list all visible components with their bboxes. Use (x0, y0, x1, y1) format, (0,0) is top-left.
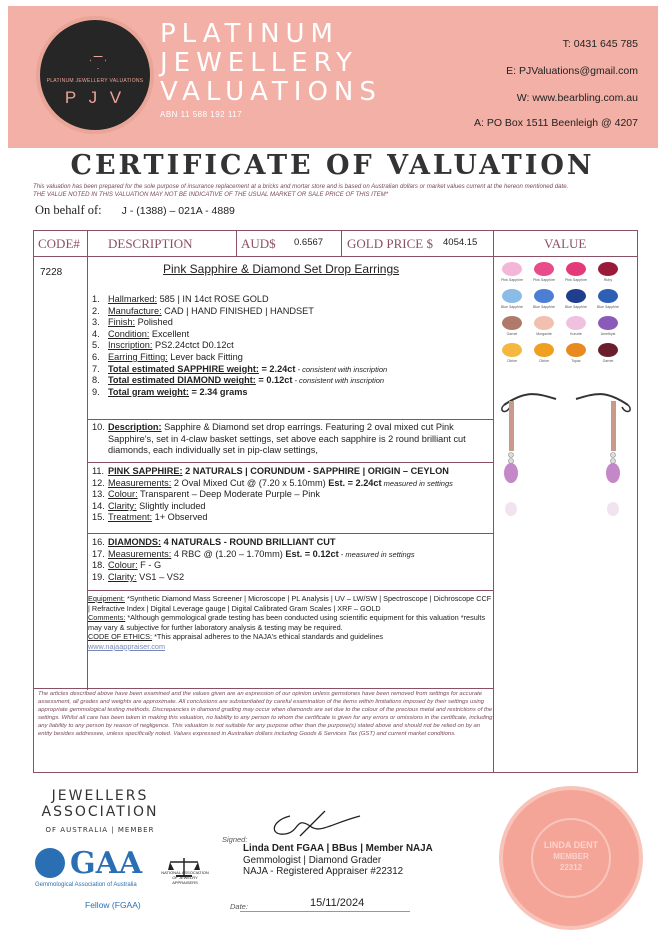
line-number: 11. (92, 466, 105, 476)
line-number: 3. (92, 317, 100, 328)
item-title: Pink Sapphire & Diamond Set Drop Earrings (163, 262, 400, 276)
detail-label: Total gram weight: (108, 386, 189, 397)
aud-label: AUD$ (241, 236, 276, 251)
signer-block (243, 843, 433, 878)
abn: ABN 11 588 192 117 (160, 110, 243, 119)
detail-line (92, 294, 492, 306)
col-divider (341, 230, 342, 256)
gem-swatch (534, 262, 554, 276)
behalf-value: J - (1388) – 021A - 4889 (121, 205, 235, 217)
gem-swatch (502, 289, 522, 303)
gem-swatch (534, 343, 554, 357)
line-number: 14. (92, 500, 105, 511)
equipment-section (88, 594, 492, 652)
ethics-text: *This appraisal adheres to the NAJA's ethical standards and guidelines (152, 632, 384, 642)
item-code: 7228 (40, 267, 63, 278)
comments-text: *Although gemmological grade testing has been conducted using scientific equipment for this valuation *results may vary & subjective for further laboratory analysis & testing may be required. (88, 613, 486, 632)
detail-line (92, 572, 492, 584)
detail-label: Condition: (108, 328, 150, 339)
association-line-1: JEWELLERS (51, 788, 149, 804)
detail-line (92, 387, 492, 399)
detail-label: Colour: (108, 560, 138, 571)
value-column-divider (493, 230, 494, 773)
estimate: Est. = 0.12ct (285, 548, 339, 559)
gold-price-value: 4054.15 (443, 237, 478, 248)
detail-label: Clarity: (108, 500, 137, 511)
code-header: CODE# (38, 236, 80, 251)
line-number: 5. (92, 340, 100, 351)
line-number: 12. (92, 477, 105, 488)
gem-swatch-label: Blue Sapphire (533, 305, 555, 309)
diamond-icon (90, 56, 106, 69)
detail-value: PS2.24ctct D0.12ct (152, 340, 234, 351)
detail-line (92, 340, 492, 352)
detail-value: VS1 – VS2 (136, 571, 185, 582)
gem-swatch-label: Blue Sapphire (597, 305, 619, 309)
line-number: 18. (92, 560, 105, 571)
date-value: 15/11/2024 (310, 897, 365, 909)
line-number: 6. (92, 352, 100, 362)
address: A: PO Box 1511 Beenleigh @ 4207 (474, 117, 638, 129)
detail-value: 4 RBC @ (1.20 – 1.70mm) (171, 548, 286, 559)
detail-value: 1+ Observed (152, 512, 208, 523)
on-behalf-of (35, 203, 235, 218)
gem-swatch (502, 316, 522, 330)
detail-line (92, 501, 492, 513)
gem-swatch-label: Pink Sapphire (565, 278, 587, 282)
detail-value: = 0.12ct (255, 375, 293, 386)
gem-swatch (598, 262, 618, 276)
detail-label: Colour: (108, 489, 138, 500)
detail-line (92, 549, 492, 561)
line-number: 15. (92, 512, 105, 523)
jewellers-association-logo (40, 788, 160, 838)
detail-value: Transparent – Deep Moderate Purple – Pink (137, 489, 320, 500)
association-line-2: ASSOCIATION (41, 804, 159, 820)
date-underline (240, 911, 410, 912)
gem-swatch-label: Citrine (538, 359, 550, 363)
detail-label: Total estimated SAPPHIRE weight: (108, 363, 259, 374)
disclaimer-line-1: This valuation has been prepared for the sole purpose of insurance replacement at a bricks and mortar store and is based on Australian dollars or market values current at the hereon mentioned date. (33, 183, 569, 190)
equipment-text: *Synthetic Diamond Mass Screener | Microscope | PL Analysis | UV – LW/SW | Spectroscope | Dichroscope CCF | Refractive Index | Digital Leverage gauge | Digital Calibrated Gram Scales | XRF – GOLD (88, 594, 492, 613)
estimate: Est. = 2.24ct (328, 477, 382, 488)
detail-value: 2 Oval Mixed Cut @ (7.20 x 5.10mm) (171, 477, 329, 488)
equipment-label: Equipment: (88, 594, 125, 603)
gaa-fellow: Fellow (FGAA) (85, 900, 141, 910)
line-number: 4. (92, 328, 100, 339)
row-divider (87, 533, 493, 534)
col-divider (236, 230, 237, 256)
email: E: PJValuations@gmail.com (506, 65, 638, 77)
detail-line (92, 560, 492, 572)
detail-label: PINK SAPPHIRE: (108, 466, 183, 476)
valuation-disclaimer (33, 183, 643, 199)
aud-value: 0.6567 (294, 237, 324, 248)
line-number: 17. (92, 548, 105, 559)
detail-note: - consistent with inscription (292, 376, 385, 386)
gem-swatch (598, 289, 618, 303)
gem-swatch-label: Topaz (571, 359, 581, 363)
gem-swatch (566, 343, 586, 357)
line-number: 16. (92, 537, 105, 547)
brand-line-2: JEWELLERY (160, 48, 358, 78)
row-divider (87, 590, 493, 591)
gold-price-label: GOLD PRICE $ (347, 236, 433, 251)
gem-swatch-label: Amethyst (600, 332, 616, 336)
logo-initials: P J V (64, 88, 126, 107)
detail-line (92, 306, 492, 318)
detail-value: Lever back Fitting (167, 352, 243, 362)
gem-swatch-label: Morganite (536, 332, 552, 336)
detail-line (92, 512, 492, 524)
detail-line (92, 375, 492, 387)
gem-swatch-label: Citrine (506, 359, 518, 363)
detail-label: Total estimated DIAMOND weight: (108, 375, 256, 386)
naja-link[interactable]: www.najaappraiser.com (88, 641, 166, 651)
brand-line-1: PLATINUM (160, 19, 339, 49)
logo-text: PLATINUM JEWELLERY VALUATIONS (46, 78, 144, 84)
signer-registration: NAJA - Registered Appraiser #22312 (243, 866, 404, 877)
line-number: 1. (92, 294, 100, 304)
gem-swatch (502, 262, 522, 276)
line-number: 8. (92, 375, 100, 386)
naja-logo-text: NATIONAL ASSOCIATION OF JEWELRY APPRAISERS (161, 870, 209, 885)
detail-note: - measured in settings (338, 549, 415, 559)
gem-swatch (566, 289, 586, 303)
seal-line-2: MEMBER (553, 852, 589, 861)
gem-swatch-label: Kunzite (570, 332, 582, 336)
detail-label: Manufacture: (108, 305, 162, 316)
detail-note: measured in settings (381, 478, 453, 488)
detail-line (92, 466, 492, 478)
line-number: 13. (92, 489, 105, 500)
gem-swatch (566, 316, 586, 330)
appraiser-seal (503, 790, 639, 926)
detail-label: Finish: (108, 317, 136, 328)
detail-line (92, 537, 492, 549)
detail-line (92, 478, 492, 490)
description-header: DESCRIPTION (108, 236, 193, 251)
detail-value: CAD | HAND FINISHED | HANDSET (161, 305, 314, 316)
gem-swatch-label: Ruby (603, 278, 613, 282)
gem-swatch (598, 316, 618, 330)
line-number: 10. (92, 422, 105, 432)
gem-swatch-label: Pink Sapphire (501, 278, 523, 282)
detail-label: Treatment: (108, 512, 153, 523)
detail-value: = 2.34 grams (189, 386, 248, 397)
detail-value: 4 NATURALS - ROUND BRILLIANT CUT (161, 537, 336, 547)
detail-value: Excellent (149, 328, 190, 339)
handwritten-signature (240, 806, 370, 846)
detail-line (92, 317, 492, 329)
detail-label: Earring Fitting: (108, 352, 168, 362)
legal-footer: The articles described above have been examined and the values given are an expression of our opinion unless gemstones have been removed from settings for accurate assessment, all grades and weights are approximate. All conclusions are substantiated by careful examination of the items within limitations imposed by their settings using appropriate gemmological testing methods. Discrepancies in diamond grading may occur when diamonds are set due to the colour of the precious metal and restrictions of the settings. Whilst all care has been taken in making this valuation, no liability to any person to whom the certificate is given for any errors or omissions in the certificate, including any liability to any person by reason of negligence. This valuation is not suitable for any purpose other than the purpose(s) stated above and should not be relied on by an entity besides addressee, unless specifically noted. Values expressed in Australian dollars including Goods & Services Tax (GST) and current market conditions. (38, 691, 493, 737)
line-number: 2. (92, 305, 100, 316)
detail-value: 585 | IN 14ct ROSE GOLD (157, 294, 269, 304)
gem-swatch-label: Garnet (602, 359, 614, 363)
gem-swatch-label: Blue Sapphire (565, 305, 587, 309)
gem-swatch (534, 316, 554, 330)
detail-line (92, 329, 492, 341)
signer-role: Gemmologist | Diamond Grader (243, 854, 382, 866)
detail-line (92, 489, 492, 501)
description-label: Description: (108, 422, 162, 432)
behalf-label: On behalf of: (35, 203, 102, 217)
detail-value: Slightly included (136, 500, 206, 511)
seal-line-3: 22312 (559, 863, 583, 872)
detail-label: Measurements: (108, 477, 172, 488)
signed-label: Signed: (222, 835, 248, 844)
association-line-3: OF AUSTRALIA | MEMBER (45, 826, 155, 834)
signer-name: Linda Dent FGAA | BBus | Member NAJA (243, 843, 433, 854)
pjv-logo (36, 16, 154, 134)
phone: T: 0431 645 785 (562, 38, 638, 50)
gem-swatch-label: Blue Sapphire (501, 305, 523, 309)
detail-line (92, 352, 492, 364)
detail-value: Polished (135, 317, 173, 328)
gaa-logo: GAA (70, 846, 143, 881)
detail-value: F - G (137, 560, 162, 571)
brand-line-3: VALUATIONS (160, 77, 382, 107)
detail-label: Hallmarked: (108, 294, 158, 304)
line-number: 9. (92, 386, 100, 397)
description-text: Sapphire & Diamond set drop earrings. Featuring 2 oval mixed cut Pink Sapphire's, set in 4-claw basket settings, set above each sapphire is 2 round brilliant cut diamonds, each individually set in pip-claw settings, (108, 422, 466, 456)
gaa-globe-icon (35, 848, 65, 878)
gem-swatch (566, 262, 586, 276)
detail-label: DIAMONDS: (108, 537, 162, 547)
row-divider (87, 419, 493, 420)
line-number: 7. (92, 363, 100, 374)
gem-swatch-label: Garnet (506, 332, 518, 336)
website: W: www.bearbling.com.au (516, 92, 638, 104)
detail-value: = 2.24ct (258, 363, 296, 374)
gem-swatch (598, 343, 618, 357)
detail-note: - consistent with inscription (295, 364, 388, 374)
letterhead (8, 6, 658, 148)
certificate-title: CERTIFICATE OF VALUATION (70, 150, 595, 181)
detail-line (92, 364, 492, 376)
ethics-label: CODE OF ETHICS: (88, 632, 153, 642)
header-divider (33, 256, 638, 257)
detail-value: 2 NATURALS | CORUNDUM - SAPPHIRE | ORIGIN – CEYLON (182, 466, 449, 476)
earrings-photo (496, 385, 636, 525)
gaa-subtitle: Gemmological Association of Australia (35, 882, 137, 888)
disclaimer-line-2: THE VALUE NOTED IN THIS VALUATION MAY NOT BE INDICATIVE OF THE USUAL MARKET OR SALE PRICE OF THIS ITEM* (33, 191, 389, 198)
gem-swatch-label: Pink Sapphire (533, 278, 555, 282)
gem-swatch (534, 289, 554, 303)
value-header: VALUE (544, 236, 587, 251)
gem-swatch (502, 343, 522, 357)
date-label: Date: (230, 902, 248, 911)
row-divider (87, 462, 493, 463)
comments-label: Comments: (88, 613, 126, 623)
detail-label: Measurements: (108, 548, 172, 559)
seal-line-1: LINDA DENT (543, 840, 599, 850)
detail-label: Clarity: (108, 571, 137, 582)
description-row (92, 422, 492, 457)
detail-label: Inscription: (108, 340, 153, 351)
line-number: 19. (92, 571, 105, 582)
row-divider (33, 688, 493, 689)
